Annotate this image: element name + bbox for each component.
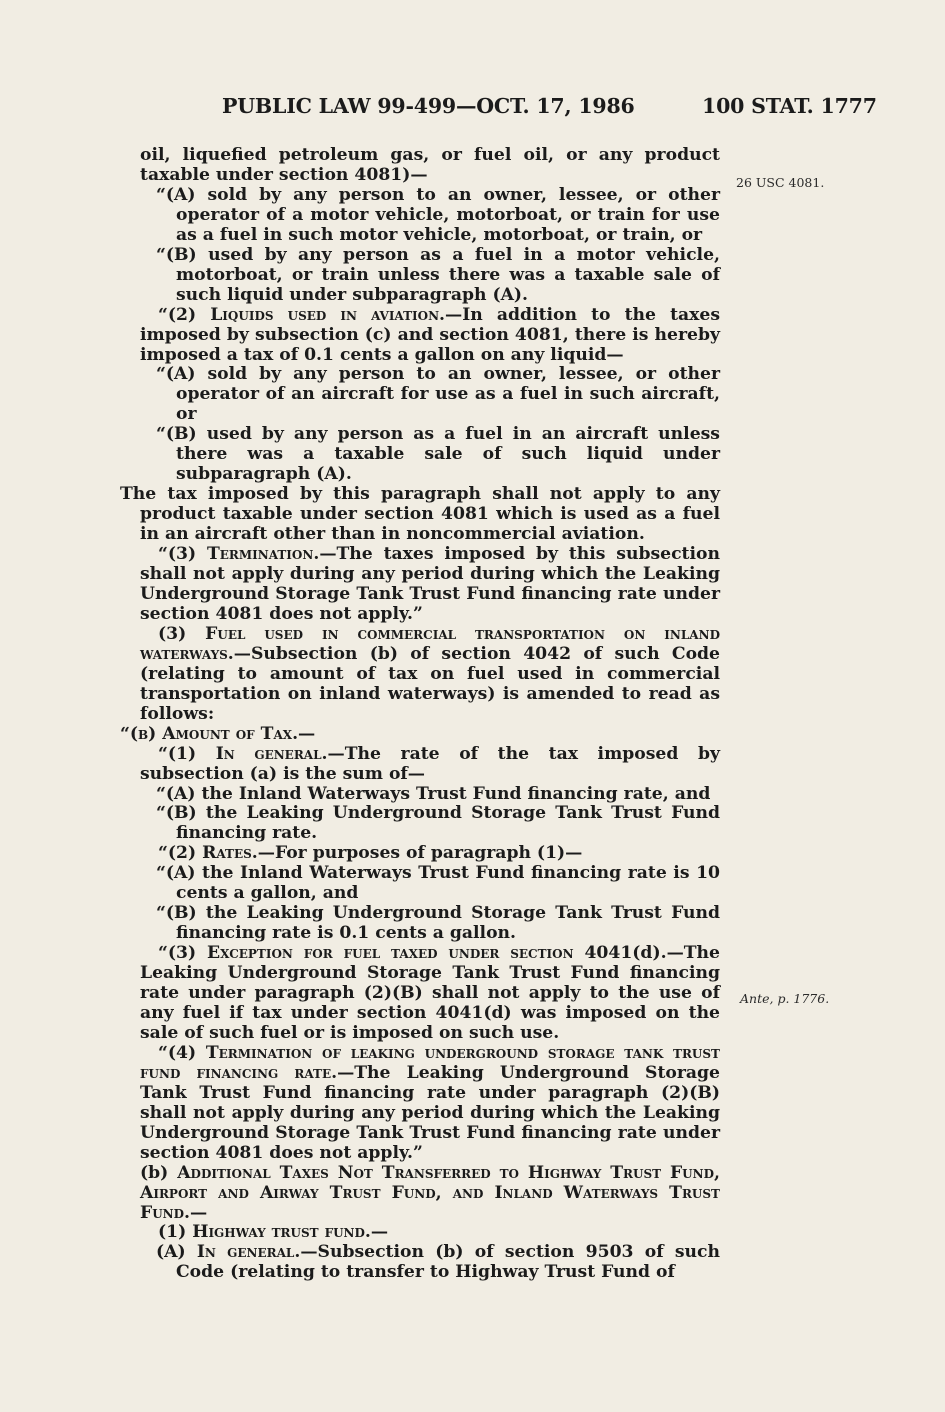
statute-body [100,146,720,1283]
paragraph: “(A) sold by any person to an owner, lessee, or other operator of a motor vehicle, motorboat, or train for use as a fuel in such motor vehicle, motorboat, or train, or [156,184,720,245]
paragraph: oil, liquefied petroleum gas, or fuel oil, or any product taxable under section 4081)— [140,145,720,185]
paragraph: “(A) the Inland Waterways Trust Fund financing rate is 10 cents a gallon, and [156,863,720,904]
paragraph [100,1044,720,1164]
paragraph [100,1243,720,1283]
paragraph [100,844,720,864]
paragraph: “(B) the Leaking Underground Storage Tank Trust Fund financing rate is 0.1 cents a gallon. [156,903,720,944]
section-heading: “(2) Liquids used in aviation. [158,304,446,325]
section-heading: Fuel used in commercial transportation on inland waterways. [140,623,720,664]
paragraph: “(B) the Leaking Underground Storage Tank Trust Fund financing rate. [156,803,720,844]
section-heading: “(1) In general. [158,743,328,764]
page-header-stat: 100 STAT. 1777 [702,94,877,118]
paragraph: The tax imposed by this paragraph shall not apply to any product taxable under section 4081 which is used as a fuel in an aircraft other than in noncommercial aviation. [120,484,720,545]
paragraph: “(A) sold by any person to an owner, lessee, or other operator of an aircraft for use as a fuel in such aircraft, or [156,364,720,425]
section-text: —Subsection (b) of section 9503 of such Code (relating to transfer to Highway Trust Fund of [176,1242,720,1283]
paragraph: “(A) the Inland Waterways Trust Fund financing rate, and [156,783,711,804]
paragraph [140,1164,720,1224]
paragraph: “(B) used by any person as a fuel in an aircraft unless there was a taxable sale of such liquid under subparagraph (A). [156,424,720,485]
margin-note-ante-text: Ante, p. 1776. [740,991,830,1006]
paragraph [100,306,720,366]
section-text: —Subsection (b) of section 4042 of such Code (relating to amount of tax on fuel used in commercial transportation on inland waterways) is amended to read as follows: [140,643,720,724]
margin-note-ante [740,991,829,1006]
section-text: —The Leaking Underground Storage Tank Trust Fund financing rate under paragraph (2)(B) shall not apply to the use of any fuel if tax under section 4041(d) was imposed on the sale of such fuel or is imposed on such use. [140,943,720,1043]
section-text: —For purposes of paragraph (1)— [257,843,583,864]
section-number: (3) [158,623,206,644]
section-heading: Additional Taxes Not Transferred to Highway Trust Fund, Airport and Airway Trust Fund, and Inland Waterways Trust Fund. [140,1162,720,1223]
section-code: 4041(d). [584,943,667,964]
section-heading: “(3) Exception for fuel taxed under section [158,943,585,964]
section-heading: “(2) Rates. [158,843,258,864]
section-text: —The taxes imposed by this subsection shall not apply during any period during which the Leaking Underground Storage Tank Trust Fund financing rate under section 4081 does not apply.” [140,544,720,624]
paragraph: “(B) used by any person as a fuel in a motor vehicle, motorboat, or train unless there was a taxable sale of such liquid under subparagraph (A). [156,244,720,305]
margin-note-usc: 26 USC 4081. [736,175,825,190]
section-text: —The rate of the tax imposed by subsection (a) is the sum of— [140,743,720,784]
paragraph [100,545,720,625]
section-text: — [370,1222,389,1243]
paragraph [100,944,720,1044]
section-heading: (1) Highway trust fund. [158,1222,371,1243]
section-text: —The Leaking Underground Storage Tank Trust Fund financing rate under paragraph (2)(B) shall not apply during any period during which the Leaking Underground Storage Tank Trust Fund financing rate under section 4081 does not apply.” [140,1062,720,1163]
section-heading: “(b) Amount of Tax. [120,723,299,744]
section-text: — [298,723,316,744]
paragraph [100,725,720,745]
section-heading: “(4) Termination of leaking underground storage tank trust fund financing rate. [140,1042,720,1083]
paragraph [100,625,720,725]
section-heading: (A) In general. [156,1242,301,1263]
paragraph [100,1223,720,1243]
section-number: (b) [140,1162,178,1183]
section-text: — [190,1202,208,1223]
section-heading: “(3) Termination. [158,544,320,565]
section-text: —In addition to the taxes imposed by subsection (c) and section 4081, there is hereby imposed a tax of 0.1 cents a gallon on any liquid— [140,304,721,365]
page-header-title: PUBLIC LAW 99-499—OCT. 17, 1986 [222,94,635,118]
paragraph [100,745,720,785]
